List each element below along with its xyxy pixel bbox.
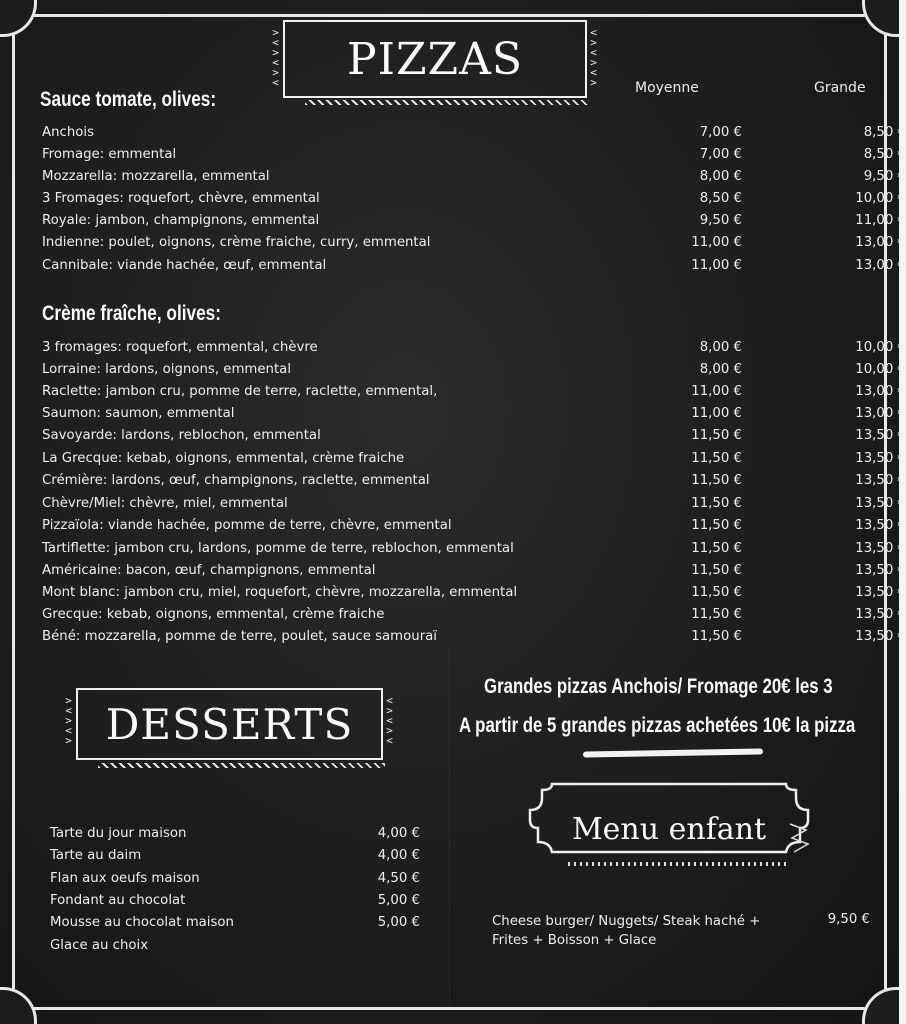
menu-row (42, 125, 906, 147)
price-large: 13,50 € (855, 607, 906, 622)
price-medium: 7,00 € (699, 147, 742, 162)
column-header-medium: Moyenne (635, 80, 699, 96)
item-name: Tartiflette: jambon cru, lardons, pomme de terre, reblochon, emmental (42, 541, 514, 556)
item-name: Crémière: lardons, œuf, champignons, raclette, emmental (42, 473, 430, 488)
menu-row (42, 340, 906, 362)
price-large: 13,00 € (855, 406, 906, 421)
pizzas-title: PIZZAS (346, 33, 524, 85)
price-medium: 11,50 € (691, 585, 742, 600)
menu-row (42, 235, 906, 257)
item-name: Anchois (42, 125, 95, 140)
price-medium: 11,50 € (691, 563, 742, 578)
item-name: 3 fromages: roquefort, emmental, chèvre (42, 340, 318, 355)
price-medium: 11,00 € (691, 258, 742, 273)
price-medium: 11,50 € (691, 451, 742, 466)
column-divider (449, 645, 450, 1005)
menu-row (42, 428, 906, 450)
menu-row (42, 406, 906, 428)
item-name: Chèvre/Miel: chèvre, miel, emmental (42, 496, 288, 511)
menu-row (42, 541, 906, 563)
zigzag-decoration: > < > < > (65, 694, 73, 747)
menu-row (42, 585, 906, 607)
price-medium: 8,50 € (699, 191, 742, 206)
price-medium: 11,50 € (691, 473, 742, 488)
price-large: 13,50 € (855, 496, 906, 511)
zigzag-decoration: < > < > < > (590, 26, 598, 89)
hatch-decoration (98, 763, 385, 768)
item-name: Saumon: saumon, emmental (42, 406, 235, 421)
menu-row (42, 258, 906, 280)
dessert-name: Glace au choix (50, 938, 149, 953)
price-medium: 11,50 € (691, 496, 742, 511)
price-medium: 8,00 € (699, 362, 742, 377)
price-medium: 11,50 € (691, 607, 742, 622)
kids-menu-item (492, 912, 772, 950)
price-large: 10,00 € (855, 191, 906, 206)
promo-line-1: Grandes pizzas Anchois/ Fromage 20€ les 3 (484, 675, 833, 698)
menu-row (42, 473, 906, 495)
dessert-price: 5,00 € (377, 893, 420, 908)
dessert-row (50, 826, 420, 848)
dessert-row (50, 871, 420, 893)
price-large: 8,50 € (863, 125, 906, 140)
kids-item-line-2: Frites + Boisson + Glace (492, 933, 657, 948)
price-medium: 11,50 € (691, 541, 742, 556)
price-medium: 9,50 € (699, 213, 742, 228)
price-medium: 8,00 € (699, 340, 742, 355)
menu-row (42, 362, 906, 384)
item-name: Américaine: bacon, œuf, champignons, emmental (42, 563, 376, 578)
price-large: 13,50 € (855, 541, 906, 556)
dessert-row (50, 893, 420, 915)
price-large: 11,00 € (855, 213, 906, 228)
dessert-row (50, 938, 420, 960)
desserts-title: DESSERTS (105, 699, 354, 749)
price-medium: 8,00 € (699, 169, 742, 184)
item-name: Grecque: kebab, oignons, emmental, crème fraiche (42, 607, 385, 622)
menu-row (42, 384, 906, 406)
price-large: 13,50 € (855, 518, 906, 533)
zigzag-decoration: > < > < > < (272, 26, 280, 89)
price-medium: 11,50 € (691, 518, 742, 533)
dessert-name: Mousse au chocolat maison (50, 915, 234, 930)
price-large: 13,50 € (855, 585, 906, 600)
pizzas-banner (272, 20, 598, 98)
dessert-row (50, 848, 420, 870)
item-name: 3 Fromages: roquefort, chèvre, emmental (42, 191, 320, 206)
price-medium: 7,00 € (699, 125, 742, 140)
price-medium: 11,00 € (691, 235, 742, 250)
price-medium: 11,00 € (691, 384, 742, 399)
menu-row (42, 496, 906, 518)
price-large: 13,50 € (855, 629, 906, 644)
dessert-name: Flan aux oeufs maison (50, 871, 200, 886)
item-name: Savoyarde: lardons, reblochon, emmental (42, 428, 321, 443)
hatch-decoration (305, 100, 589, 105)
item-name: Fromage: emmental (42, 147, 177, 162)
item-name: Cannibale: viande hachée, œuf, emmental (42, 258, 327, 273)
kids-item-line-1: Cheese burger/ Nuggets/ Steak haché + (492, 914, 761, 929)
dessert-price: 4,00 € (377, 826, 420, 841)
price-large: 8,50 € (863, 147, 906, 162)
price-large: 10,00 € (855, 340, 906, 355)
item-name: Royale: jambon, champignons, emmental (42, 213, 320, 228)
price-large: 9,50 € (863, 169, 906, 184)
price-medium: 11,00 € (691, 406, 742, 421)
dessert-name: Fondant au chocolat (50, 893, 186, 908)
menu-row (42, 518, 906, 540)
price-large: 13,50 € (855, 563, 906, 578)
menu-row (42, 191, 906, 213)
menu-row (42, 629, 906, 651)
item-name: Mozzarella: mozzarella, emmental (42, 169, 270, 184)
dessert-price: 4,50 € (377, 871, 420, 886)
kids-menu-banner (528, 780, 810, 868)
price-large: 10,00 € (855, 362, 906, 377)
desserts-banner (65, 688, 394, 760)
item-name: Béné: mozzarella, pomme de terre, poulet, sauce samouraï (42, 629, 437, 644)
item-name: Lorraine: lardons, oignons, emmental (42, 362, 292, 377)
dessert-row (50, 915, 420, 937)
menu-row (42, 147, 906, 169)
dessert-name: Tarte du jour maison (50, 826, 187, 841)
item-name: Mont blanc: jambon cru, miel, roquefort, chèvre, mozzarella, emmental (42, 585, 518, 600)
item-name: La Grecque: kebab, oignons, emmental, crème fraiche (42, 451, 405, 466)
menu-row (42, 563, 906, 585)
price-large: 13,00 € (855, 258, 906, 273)
price-large: 13,00 € (855, 384, 906, 399)
menu-row (42, 451, 906, 473)
price-medium: 11,50 € (691, 629, 742, 644)
item-name: Pizzaïola: viande hachée, pomme de terre, chèvre, emmental (42, 518, 452, 533)
price-large: 13,00 € (855, 235, 906, 250)
price-large: 13,50 € (855, 451, 906, 466)
promo-line-2: A partir de 5 grandes pizzas achetées 10€ la pizza (459, 714, 856, 737)
dessert-name: Tarte au daim (50, 848, 142, 863)
price-large: 13,50 € (855, 473, 906, 488)
kids-menu-title: Menu enfant (571, 812, 767, 847)
section-title: Crème fraîche, olives: (42, 302, 221, 325)
zigzag-decoration: < > < > < (386, 694, 394, 747)
menu-row (42, 169, 906, 191)
section-title: Sauce tomate, olives: (40, 88, 217, 111)
dessert-price: 5,00 € (377, 915, 420, 930)
column-header-large: Grande (814, 80, 866, 96)
menu-row (42, 213, 906, 235)
kids-menu-price: 9,50 € (827, 912, 870, 927)
price-large: 13,50 € (855, 428, 906, 443)
dessert-price: 4,00 € (377, 848, 420, 863)
item-name: Indienne: poulet, oignons, crème fraiche, curry, emmental (42, 235, 431, 250)
item-name: Raclette: jambon cru, pomme de terre, raclette, emmental, (42, 384, 438, 399)
menu-row (42, 607, 906, 629)
price-medium: 11,50 € (691, 428, 742, 443)
